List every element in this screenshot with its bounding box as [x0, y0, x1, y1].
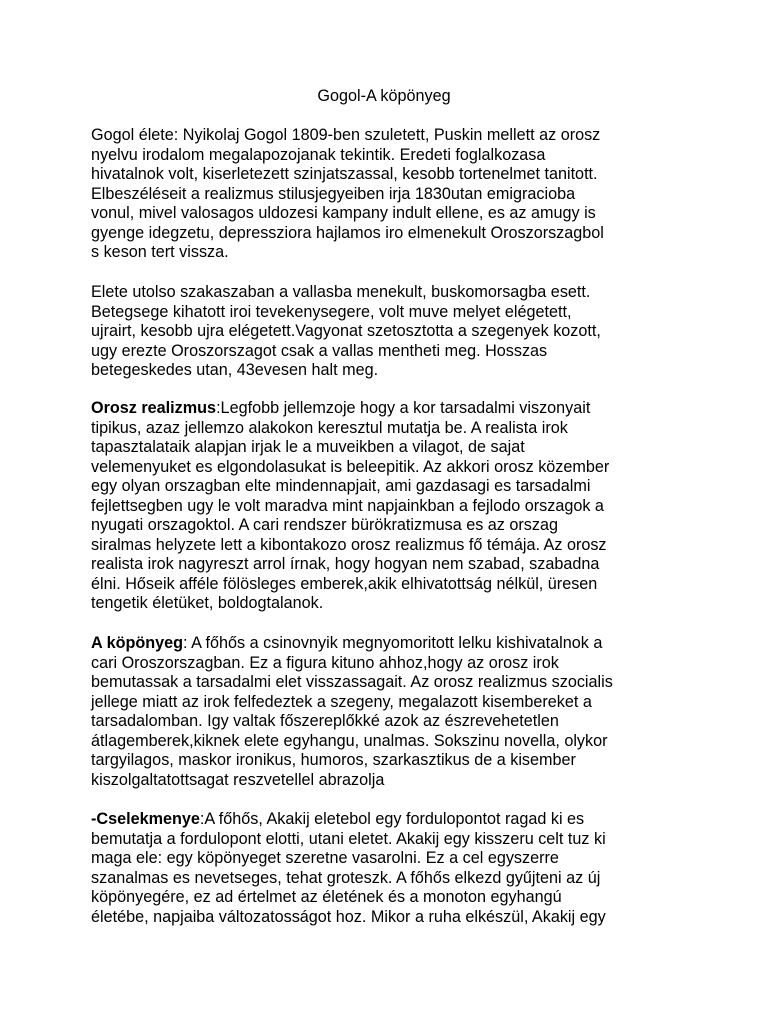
text-line [91, 810, 691, 830]
text-line: targyilagos, maskor ironikus, humoros, szarkasztikus de a kisember [91, 751, 576, 769]
text-line: gyenge idegzetu, depressziora hajlamos iro elmenekult Oroszorszagbol [91, 223, 604, 242]
text-line: realista irok nagyreszt arrol írnak, hogy hogyan nem szabad, szabadna [91, 555, 600, 573]
text-line: Elbeszéléseit a realizmus stilusjegyeiben irja 1830utan emigracioba [91, 184, 576, 203]
text-line: maga ele: egy köpönyeget szeretne vasarolni. Ez a cel egyszerre [91, 849, 559, 867]
text-line [91, 634, 691, 654]
text-line: vonul, mivel valosagos uldozesi kampany indult ellene, es az amugy is [91, 204, 596, 222]
text-line: Gogol élete: Nyikolaj Gogol 1809-ben szuletett, Puskin mellett az orosz [91, 126, 601, 144]
text-line: Betegsege kihatott iroi tevekenysegere, volt muve melyet elégetett, [91, 302, 572, 321]
text-line: tipikus, azaz jellemzo alakokon keresztul mutatja be. A realista irok [91, 418, 568, 437]
text-line: élni. Hőseik afféle fölösleges emberek,akik elhivatottság nélkül, üresen [91, 574, 598, 593]
paragraph-later-life [91, 283, 691, 381]
text-line: nyelvu irodalom megalapozojanak tekintik. Eredeti foglalkozasa [91, 145, 546, 164]
section-term-rest: : A főhős a csinovnyik megnyomoritott lelku kishivatalnok a [183, 634, 603, 652]
paragraph-a-kopenyeg [91, 634, 691, 790]
text-line: cari Oroszorszagban. Ez a figura kituno ahhoz,hogy az orosz irok [91, 653, 559, 672]
text-line: ujrairt, kesobb ujra elégetett.Vagyonat szetosztotta a szegenyek kozott, [91, 322, 601, 340]
text-line: siralmas helyzete lett a kibontakozo orosz realizmus fő témája. Az orosz [91, 535, 607, 554]
text-line: szanalmas es nevetseges, tehat groteszk. A főhős elkezd gyűjteni az új [91, 868, 601, 887]
text-line: ugy erezte Oroszorszagot csak a vallas mentheti meg. Hosszas [91, 341, 548, 360]
text-line: bemutassak a tarsadalmi elet visszassagait. Az orosz realizmus szocialis [91, 673, 613, 691]
text-line: bemutatja a fordulopont elotti, utani eletet. Akakij egy kisszeru celt tuz ki [91, 829, 606, 848]
paragraph-orosz-realizmus [91, 399, 691, 614]
text-line [91, 399, 691, 419]
section-term: -Cselekmenye [91, 810, 200, 828]
text-line: betegeskedes utan, 43evesen halt meg. [91, 361, 379, 379]
text-line: életébe, napjaiba változatosságot hoz. Mikor a ruha elkészül, Akakij egy [91, 907, 606, 926]
section-term: Orosz realizmus [91, 399, 217, 417]
section-term: A köpönyeg [91, 634, 184, 652]
text-line: velemenyuket es elgondolasukat is beleepitik. Az akkori orosz közember [91, 457, 610, 476]
text-line: egy olyan orszagban elte mindennapjait, ami gazdasagi es tarsadalmi [91, 477, 591, 495]
section-term-rest: :Legfobb jellemzoje hogy a kor tarsadalmi viszonyait [216, 399, 591, 417]
text-line: fejlettsegben ugy le volt maradva mint napjainkban a fejlodo orszagok a [91, 496, 604, 515]
text-line: jellege miatt az irok felfedeztek a szegeny, megalazott kisembereket a [91, 692, 592, 711]
text-line: köpönyegére, ez ad értelmet az életének és a monoton egyhangú [91, 888, 562, 906]
text-line: tengetik életüket, boldogtalanok. [91, 594, 324, 612]
section-term-rest: :A főhős, Akakij eletebol egy fordulopontot ragad ki es [199, 810, 585, 828]
text-line: átlagemberek,kiknek elete egyhangu, unalmas. Sokszinu novella, olykor [91, 731, 608, 750]
text-line: tapasztalataik alapjan irjak le a muveikben a vilagot, de sajat [91, 438, 525, 456]
text-line: hivatalnok volt, kiserletezett szinjatszassal, kesobb tortenelmet tanitott. [91, 165, 598, 183]
document-title: Gogol-A köpönyeg [317, 87, 451, 105]
text-line: kiszolgaltatottsagat reszvetellel abrazolja [91, 770, 385, 789]
paragraph-cselekmenye [91, 810, 691, 927]
text-line: nyugati orszagoktol. A cari rendszer bürökratizmusa es az orszag [91, 516, 558, 534]
text-line: tarsadalomban. Igy valtak főszereplőkké azok az észrevehetetlen [91, 712, 559, 730]
text-line: s keson tert vissza. [91, 243, 229, 261]
paragraph-biography [91, 126, 691, 263]
text-line: Elete utolso szakaszaban a vallasba menekult, buskomorsagba esett. [91, 283, 591, 301]
